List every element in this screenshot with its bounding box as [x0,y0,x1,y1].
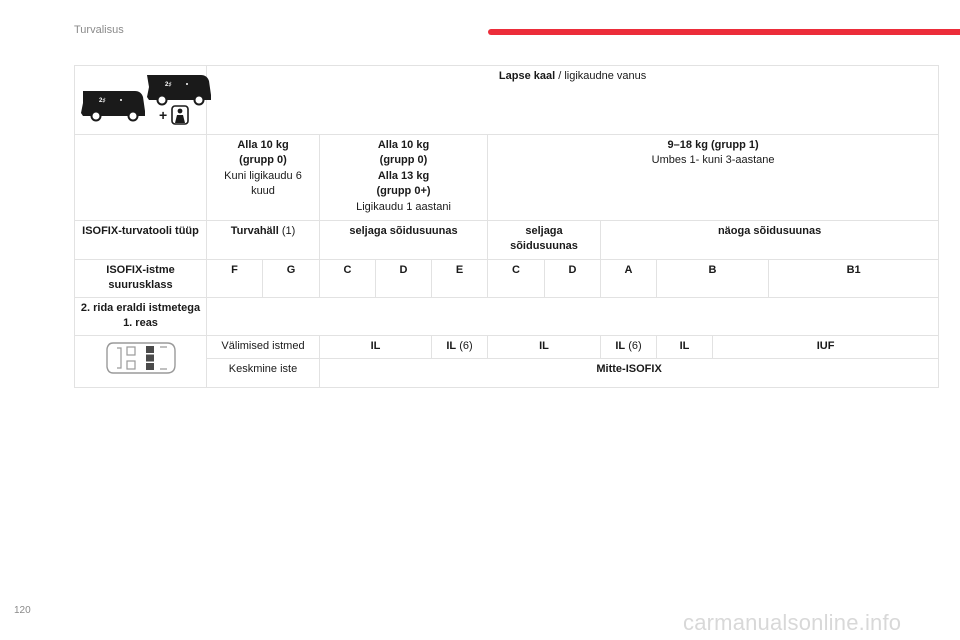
carrycot-note: (1) [278,224,296,237]
section-title: Turvalisus [74,24,124,36]
table-row [75,335,939,358]
group-weight: Alla 10 kg [237,138,289,151]
svg-text:2♯: 2♯ [165,82,172,88]
table-row [75,220,939,259]
table-row [75,297,939,335]
empty-cell [75,134,207,220]
size-class-value: C [320,259,376,297]
vehicle-icons-cell [75,66,207,135]
rear-facing-line: seljaga [525,224,563,237]
size-class-value: B [657,259,769,297]
vans-with-child-seat-icon [79,69,229,125]
group-weight: Alla 13 kg [377,169,430,182]
group1-cell [488,134,939,220]
middle-seat-label: Keskmine iste [207,358,320,387]
row2-label: 2. rida eraldi istmetega 1. reas [75,297,207,335]
carrycot-cell [207,220,320,259]
section-accent-bar [488,29,960,35]
size-class-value: B1 [769,259,939,297]
isofix-compatibility-table [74,65,939,388]
group0-cell [207,134,320,220]
empty-cell [207,297,939,335]
group-age: Kuni ligikaudu 6 [224,169,302,182]
page-number: 120 [14,605,31,616]
carrycot-label: Turvahäll [230,224,279,237]
outer-seat-note: (6) [625,339,642,352]
outer-seat-value: IL [320,335,432,358]
group0plus-cell [320,134,488,220]
size-class-label: ISOFIX-istme suurusklass [75,259,207,297]
weight-header-cell [207,66,939,135]
size-class-value: D [376,259,432,297]
group-age: Ligikaudu 1 aastani [356,200,451,213]
table-row [75,134,939,220]
outer-seat-value: IUF [713,335,939,358]
group-weight: Alla 10 kg [377,138,430,151]
outer-seat-value: IL [615,339,626,352]
outer-seat-value: IL [657,335,713,358]
group-name: (grupp 0+) [376,185,431,197]
watermark: carmanualsonline.info [683,610,902,635]
group-age: kuud [251,185,275,197]
size-class-value: E [432,259,488,297]
outer-seat-value-cell [432,335,488,358]
seat-type-label: ISOFIX-turvatooli tüüp [75,220,207,259]
rear-facing-label: seljaga sõidusuunas [320,220,488,259]
size-class-value: C [488,259,545,297]
group-weight: 9–18 kg (grupp 1) [667,138,759,151]
group-name: (grupp 0) [379,154,428,166]
van-seat-layout-icon [105,339,177,377]
outer-seat-value: IL [446,339,457,352]
table-row [75,66,939,135]
table-row [75,259,939,297]
svg-text:2♯: 2♯ [99,98,106,104]
outer-seat-value-cell [601,335,657,358]
size-class-value: G [263,259,320,297]
outer-seat-note: (6) [456,339,473,352]
group-age: Umbes 1- kuni 3-aastane [651,154,775,166]
weight-label: Lapse kaal [498,70,556,82]
age-label: / ligikaudne vanus [555,70,647,82]
group-name: (grupp 0) [239,154,287,166]
rear-facing-line: sõidusuunas [510,240,578,252]
outer-seats-label: Välimised istmed [207,335,320,358]
svg-text:+: + [159,107,168,123]
forward-facing-label: näoga sõidusuunas [601,220,939,259]
rear-facing-label-2 [488,220,601,259]
size-class-value: A [601,259,657,297]
size-class-value: F [207,259,263,297]
outer-seat-value: IL [488,335,601,358]
size-class-value: D [545,259,601,297]
middle-seat-value: Mitte-ISOFIX [320,358,939,387]
seat-layout-cell [75,335,207,387]
